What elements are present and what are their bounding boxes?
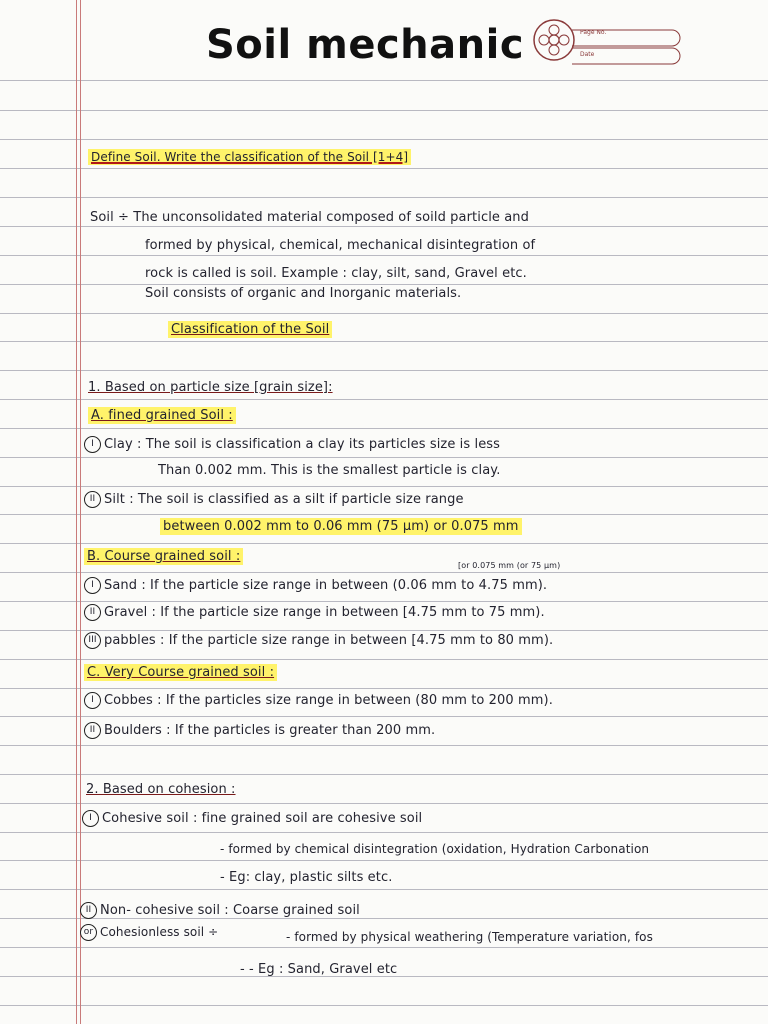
definition-line: formed by physical, chemical, mechanical disintegration of <box>145 238 536 253</box>
very-coarse-heading: C. Very Course grained soil : <box>84 664 277 681</box>
roman-numeral: I <box>84 577 101 594</box>
roman-numeral: I <box>82 810 99 827</box>
roman-numeral: II <box>84 722 101 739</box>
roman-numeral: II <box>80 902 97 919</box>
fine-item-cont: Than 0.002 mm. This is the smallest particle is clay. <box>158 463 501 478</box>
cohesionless-sub: - - Eg : Sand, Gravel etc <box>240 962 398 977</box>
cohesive-item-text: Cohesive soil : fine grained soil are cohesive soil <box>102 811 423 826</box>
fine-item <box>84 491 464 508</box>
section2-heading: 2. Based on cohesion : <box>86 782 236 797</box>
section1-heading: 1. Based on particle size [grain size]: <box>88 380 333 395</box>
classification-heading: Classification of the Soil <box>168 321 332 338</box>
definition-line: rock is called is soil. Example : clay, silt, sand, Gravel etc. <box>145 266 527 281</box>
roman-numeral: I <box>84 692 101 709</box>
question <box>88 150 411 164</box>
date-label: Date <box>580 51 595 58</box>
cohesive-sub: - formed by chemical disintegration (oxidation, Hydration Carbonation <box>220 842 650 856</box>
fine-item-text: Clay : The soil is classification a clay its particles size is less <box>104 437 501 452</box>
very-coarse-item <box>84 692 553 709</box>
definition-line: Soil consists of organic and Inorganic materials. <box>145 286 462 301</box>
cohesionless-sub: - formed by physical weathering (Temperature variation, fos <box>286 930 653 944</box>
roman-numeral: I <box>84 436 101 453</box>
coarse-item-text: pabbles : If the particle size range in between [4.75 mm to 80 mm). <box>104 633 554 648</box>
very-coarse-item-text: Boulders : If the particles is greater than 200 mm. <box>104 723 436 738</box>
roman-numeral: III <box>84 632 101 649</box>
definition-line: Soil ÷ The unconsolidated material composed of soild particle and <box>90 210 529 225</box>
coarse-note: [or 0.075 mm (or 75 µm) <box>458 561 561 570</box>
page-no-label: Page No. <box>580 29 607 36</box>
cohesionless-item <box>80 924 218 941</box>
very-coarse-item <box>84 722 435 739</box>
fine-item-cont: between 0.002 mm to 0.06 mm (75 µm) or 0.075 mm <box>160 518 522 535</box>
question-text: Define Soil. Write the classification of the Soil [1+4] <box>88 149 411 165</box>
cohesive-item <box>82 810 422 827</box>
page-stamp <box>532 18 682 68</box>
coarse-item-text: Gravel : If the particle size range in between [4.75 mm to 75 mm). <box>104 605 545 620</box>
page-title: Soil mechanic <box>206 22 525 68</box>
fine-item <box>84 436 500 453</box>
coarse-item <box>84 604 545 621</box>
coarse-heading: B. Course grained soil : <box>84 548 243 565</box>
coarse-item <box>84 577 547 594</box>
roman-numeral: II <box>84 604 101 621</box>
very-coarse-item-text: Cobbes : If the particles size range in between (80 mm to 200 mm). <box>104 693 553 708</box>
roman-numeral: or <box>80 924 97 941</box>
non-cohesive-item <box>80 902 360 919</box>
fine-heading: A. fined grained Soil : <box>88 407 236 424</box>
non-cohesive-item-text: Non- cohesive soil : Coarse grained soil <box>100 903 360 918</box>
cohesive-sub: - Eg: clay, plastic silts etc. <box>220 870 393 885</box>
flower-logo-icon <box>532 18 682 68</box>
coarse-item-text: Sand : If the particle size range in between (0.06 mm to 4.75 mm). <box>104 578 548 593</box>
roman-numeral: II <box>84 491 101 508</box>
cohesionless-item-text: Cohesionless soil ÷ <box>100 925 219 939</box>
fine-item-text: Silt : The soil is classified as a silt if particle size range <box>104 492 464 507</box>
coarse-item <box>84 632 553 649</box>
